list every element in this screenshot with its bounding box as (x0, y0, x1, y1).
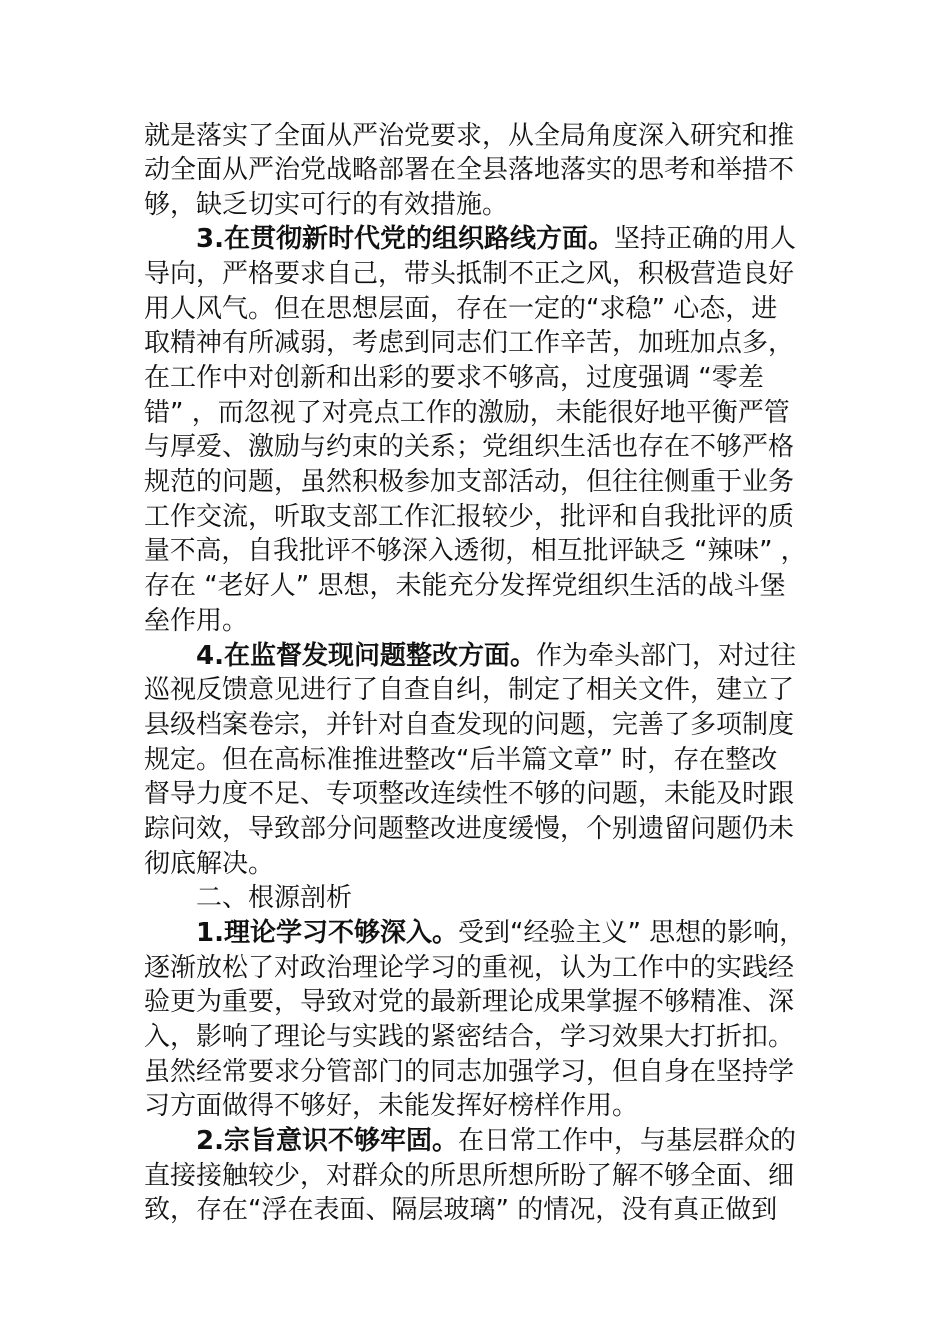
section-heading: 1.理论学习不够深入。 (196, 918, 458, 948)
text-line: 彻底解决。 (144, 849, 275, 879)
text-line: 垒作用。 (144, 606, 249, 636)
text-line: 习方面做得不够好，未能发挥好榜样作用。 (144, 1091, 639, 1121)
section-heading: 3.在贯彻新时代党的组织路线方面。 (196, 224, 614, 254)
section-heading-line: 1.理论学习不够深入。受到“经验主义” 思想的影响， (196, 918, 806, 948)
text-line: 用人风气。但在思想层面，存在一定的“求稳” 心态，进 (144, 294, 778, 324)
text-line: 巡视反馈意见进行了自查自纠，制定了相关文件，建立了 (144, 675, 795, 705)
text-line: 动全面从严治党战略部署在全县落地落实的思考和举措不 (144, 155, 795, 185)
section-heading: 4.在监督发现问题整改方面。 (196, 641, 536, 671)
section-heading-line: 2.宗旨意识不够牢固。在日常工作中，与基层群众的 (196, 1126, 796, 1156)
section-heading: 2.宗旨意识不够牢固。 (196, 1126, 458, 1156)
text-line: 够，缺乏切实可行的有效措施。 (144, 190, 509, 220)
text-line: 就是落实了全面从严治党要求，从全局角度深入研究和推 (144, 121, 795, 151)
text-line: 督导力度不足、专项整改连续性不够的问题，未能及时跟 (144, 779, 795, 809)
chapter-heading: 二、根源剖析 (196, 883, 353, 913)
text-line: 逐渐放松了对政治理论学习的重视，认为工作中的实践经 (144, 953, 795, 983)
text-line: 入，影响了理论与实践的紧密结合，学习效果大打折扣。 (144, 1022, 795, 1052)
text-line: 存在 “老好人” 思想，未能充分发挥党组织生活的战斗堡 (144, 571, 786, 601)
text-line: 验更为重要，导致对党的最新理论成果掌握不够精准、深 (144, 987, 795, 1017)
text-line: 量不高，自我批评不够深入透彻，相互批评缺乏 “辣味” ， (144, 536, 807, 566)
text-line: 与厚爱、激励与约束的关系；党组织生活也存在不够严格 (144, 432, 795, 462)
text-line: 规定。但在高标准推进整改“后半篇文章” 时，存在整改 (144, 745, 778, 775)
text-line: 取精神有所减弱，考虑到同志们工作辛苦，加班加点多， (144, 328, 795, 358)
text-line: 县级档案卷宗，并针对自查发现的问题，完善了多项制度 (144, 710, 795, 740)
text-line: 踪问效，导致部分问题整改进度缓慢，个别遗留问题仍未 (144, 814, 795, 844)
text-line: 致，存在“浮在表面、隔层玻璃” 的情况，没有真正做到 (144, 1195, 778, 1225)
text-line: 工作交流，听取支部工作汇报较少，批评和自我批评的质 (144, 502, 795, 532)
text-line: 直接接触较少，对群众的所思所想所盼了解不够全面、细 (144, 1161, 795, 1191)
section-heading-line: 4.在监督发现问题整改方面。作为牵头部门，对过往 (196, 641, 796, 671)
text-line: 规范的问题，虽然积极参加支部活动，但往往侧重于业务 (144, 467, 795, 497)
text-line: 错” ，而忽视了对亮点工作的激励，未能很好地平衡严管 (144, 398, 790, 428)
text-line: 虽然经常要求分管部门的同志加强学习，但自身在坚持学 (144, 1057, 795, 1087)
section-heading-line: 3.在贯彻新时代党的组织路线方面。坚持正确的用人 (196, 224, 796, 254)
text-line: 在工作中对创新和出彩的要求不够高，过度强调 “零差 (144, 363, 764, 393)
text-line: 导向，严格要求自己，带头抵制不正之风，积极营造良好 (144, 259, 795, 289)
